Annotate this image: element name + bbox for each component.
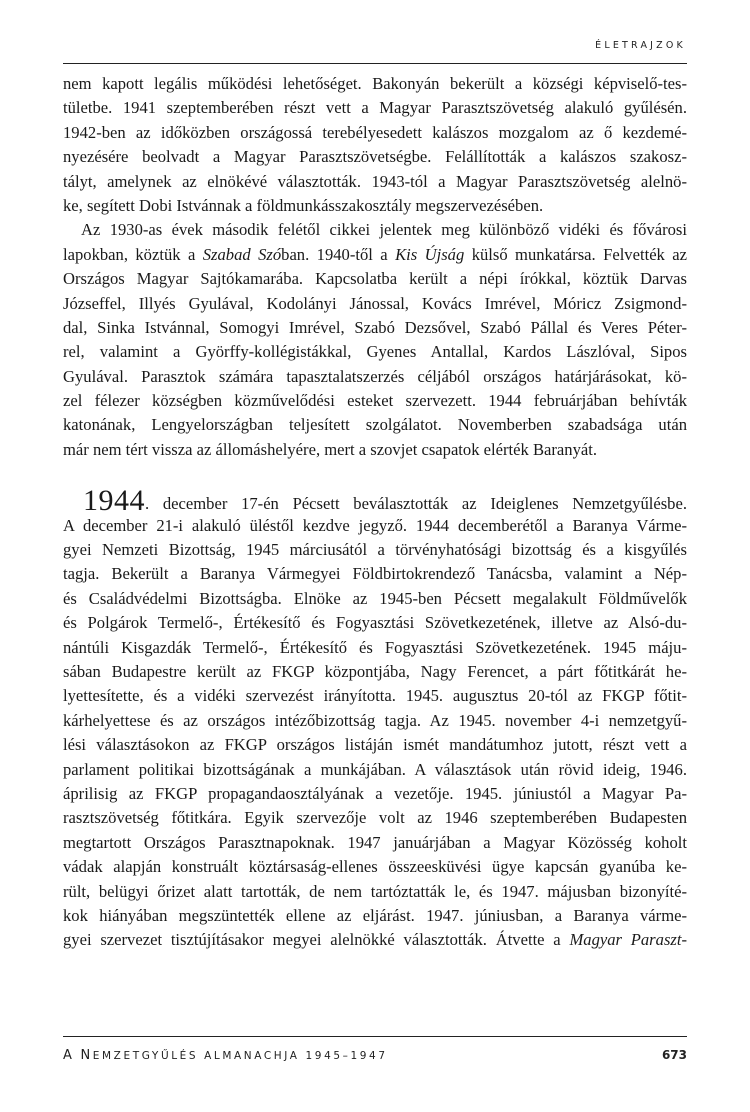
text-line: tagja. Bekerült a Baranya Vármegyei Földbirtokrendező Tanácsba, valamint a Nép-	[63, 564, 687, 584]
section-spacer	[63, 462, 687, 489]
title-cap: N	[80, 1048, 93, 1063]
text-line: Az 1930-as évek második felétől cikkei jelentek meg különböző vidéki és fővárosi	[81, 220, 687, 240]
text-line: áprilisig az FKGP propagandaosztályának a vezetője. 1945. júniustól a Magyar Pa-	[63, 783, 687, 803]
text-line: lési választásokon az FKGP országos listáján ismét mandátumhoz jutott, részt vett a	[63, 735, 687, 755]
text-line: sában Budapestre került az FKGP központjába, Nagy Ferencet, a párt főtitkárát he-	[63, 661, 687, 681]
text-run: gyei szervezet tisztújításakor megyei alelnökké választották. Átvette a	[63, 930, 570, 950]
text-line: ke, segített Dobi Istvánnak a földmunkásszakosztály megszervezésében.	[63, 195, 544, 215]
newspaper-title-kis-ujsag: Kis Újság	[395, 244, 465, 264]
text-line	[63, 928, 687, 952]
header-rule	[63, 63, 687, 64]
text-line: nem kapott legális működési lehetőséget. Bakonyán bekerült a községi képviselő-tes-	[63, 74, 687, 93]
book-title	[63, 1048, 388, 1063]
text-line: vádak alapján konstruált köztársaság-ellenes összeesküvési ügye kapcsán gyanúba ke-	[63, 857, 687, 877]
text-run: külső munkatársa. Felvették az	[464, 244, 687, 264]
text-run: ban. 1940-től a	[281, 244, 396, 264]
text-line: rel, valamint a Györffy-kollégistákkal, Gyenes Antallal, Kardos Lászlóval, Sipos	[63, 342, 687, 362]
newspaper-title-szabad-szo: Szabad Szó	[202, 244, 282, 264]
text-line: dal, Sinka Istvánnal, Somogyi Imrével, Szabó Dezsővel, Szabó Pállal és Veres Péter-	[63, 317, 687, 337]
running-head: ÉLETRAJZOK	[595, 40, 686, 51]
text-line: A december 21-i alakuló üléstől kezdve jegyző. 1944 decemberétől a Baranya Várme-	[63, 515, 687, 535]
text-line: rült, belügyi őrizet alatt tartották, de nem tartóztatták le, és 1947. májusban bizonyíté-	[63, 881, 687, 901]
text-line: lyettesítette, és a vidéki szervezést irányította. 1945. augusztus 20-tól az FKGP főtit-	[63, 686, 687, 706]
text-line: parlament politikai bizottságának a munkájában. A választások után rövid ideig, 1946.	[63, 759, 687, 779]
text-line: 1942-ben az időközben országossá terebélyesedett kalászos mozgalom az ő kezdemé-	[63, 122, 687, 142]
paragraph-continued	[63, 72, 687, 218]
text-line: katonának, Lengyelországban teljesített szolgálatot. Novemberben szabadsága után	[63, 415, 687, 435]
text-line: gyei Nemzeti Bizottság, 1945 márciusától a törvényhatósági bizottság és a kisgyűlés	[63, 540, 687, 560]
text-line: kok hiányában megszüntették ellene az eljárást. 1947. júniusban, a Baranya várme-	[63, 905, 687, 925]
page-footer	[63, 1048, 687, 1063]
text-run: december 17-én Pécsett beválasztották az Ideiglenes Nemzetgyűlésbe.	[149, 494, 687, 514]
paragraph-journalism	[63, 218, 687, 462]
text-line: kárhelyettese és az országos intézőbizottság tagja. Az 1945. november 4-i nemzetgyű-	[63, 710, 687, 730]
text-line: rasztszövetség főtitkára. Egyik szervezője volt az 1946 szeptemberében Budapesten	[63, 808, 687, 828]
text-line: már nem tért vissza az állomáshelyére, mert a szovjet csapatok elérték Baranyát.	[63, 439, 597, 459]
text-line: és Családvédelmi Bizottságba. Elnöke az 1945-ben Pécsett megalakult Földművelők	[63, 588, 687, 608]
section-year-heading: 1944	[83, 484, 145, 518]
text-line	[63, 484, 687, 518]
text-line	[63, 243, 687, 267]
page-body	[63, 72, 687, 953]
footer-rule	[63, 1036, 687, 1037]
text-line: és Polgárok Termelő-, Értékesítő és Fogyasztási Szövetkezetének, illetve az Alsó-du-	[63, 613, 687, 633]
text-line: Országos Magyar Sajtókamarába. Kapcsolatba került a népi írókkal, köztük Darvas	[63, 269, 687, 289]
text-line: megtartott Országos Parasztnapoknak. 1947 januárjában a Magyar Közösség koholt	[63, 832, 687, 852]
section-1944	[63, 484, 687, 952]
newspaper-title-magyar-paraszt: Magyar Paraszt-	[569, 930, 687, 950]
title-cap: A	[63, 1048, 75, 1063]
text-line: nántúli Kisgazdák Termelő-, Értékesítő és Fogyasztási Szövetkezetének. 1945 máju-	[63, 637, 687, 657]
text-line: Gyulával. Parasztok számára tapasztalatszerzés céljából országos határjárásokat, kö-	[63, 366, 687, 386]
text-line: zel félezer községben közművelődési esteket szervezett. 1944 februárjában behívták	[63, 391, 687, 411]
text-line: Józseffel, Illyés Gyulával, Kodolányi Jánossal, Kovács Imrével, Móricz Zsigmond-	[63, 293, 687, 313]
year-period: .	[145, 494, 150, 514]
title-rest: EMZETGYŰLÉS ALMANACHJA 1945–1947	[92, 1050, 388, 1062]
text-line: nyezésére beolvadt a Magyar Parasztszövetségbe. Felállították a kalászos szakosz-	[63, 147, 687, 167]
text-line: tályt, amelynek az elnökévé választották. 1943-tól a Magyar Parasztszövetség alelnö-	[63, 171, 687, 191]
page-number: 673	[661, 1048, 687, 1062]
text-line: tületbe. 1941 szeptemberében részt vett a Magyar Parasztszövetség alakuló gyűlésén.	[63, 98, 687, 118]
text-run: lapokban, köztük a	[63, 244, 203, 264]
